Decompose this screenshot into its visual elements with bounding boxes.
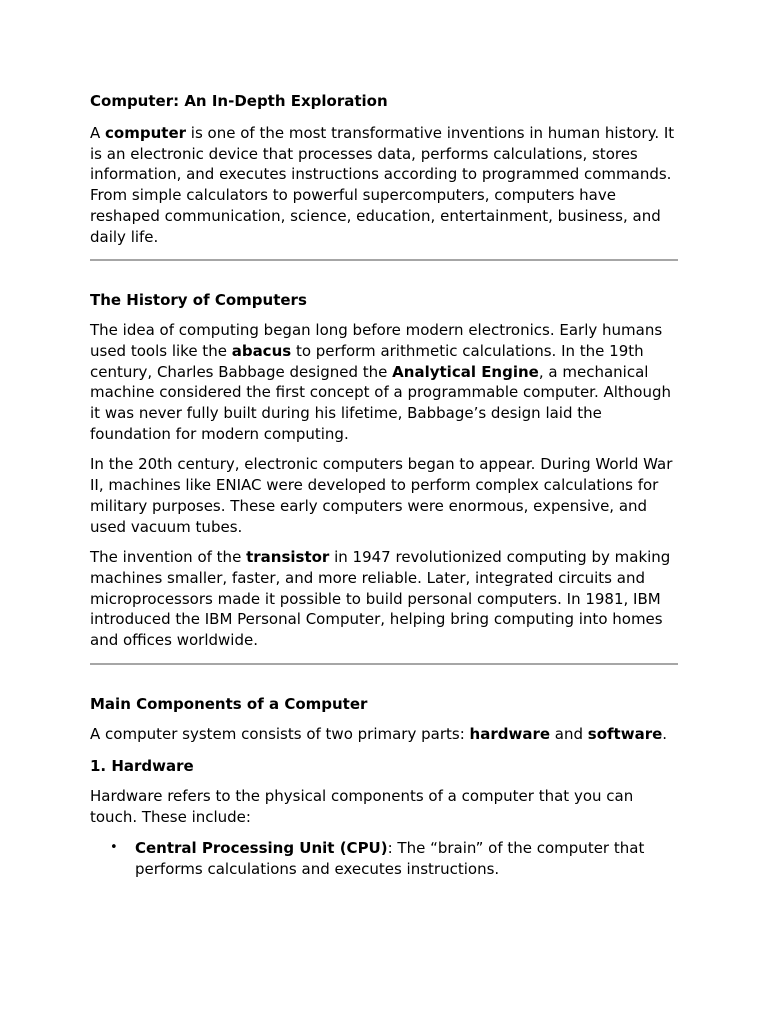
history-p1-text-1: The idea of computing began long before modern electronics. Early humans used tools like the <box>90 321 663 360</box>
history-p3-text-2: in 1947 revolutionized computing by making machines smaller, faster, and more reliable. Later, integrated circuits and microprocessors made it possible to build personal computers. In 1981, IBM introduced the IBM Personal Computer, helping bring computing into homes and offices worldwide. <box>90 548 671 650</box>
intro-text-2: is one of the most transformative inventions in human history. It is an electronic device that processes data, performs calculations, stores information, and executes instructions according to programmed commands. From simple calculators to powerful supercomputers, computers have reshaped communication, science, education, entertainment, business, and daily life. <box>90 124 675 246</box>
list-item <box>90 838 678 879</box>
hardware-heading: 1. Hardware <box>90 757 194 776</box>
history-bold-analytical-engine: Analytical Engine <box>392 362 539 381</box>
intro-paragraph <box>90 123 678 247</box>
document-title: Computer: An In-Depth Exploration <box>90 92 388 110</box>
history-paragraph-1 <box>90 320 678 444</box>
history-p1-text-3: , a mechanical machine considered the first concept of a programmable computer. Although it was never fully built during his lifetime, Babbage’s design laid the foundation for modern computing. <box>90 362 672 443</box>
components-intro <box>90 724 678 745</box>
intro-text-1: A <box>90 124 106 142</box>
history-bold-abacus: abacus <box>231 341 292 360</box>
list-item-term: Central Processing Unit (CPU) <box>135 838 388 857</box>
history-bold-transistor: transistor <box>246 548 330 567</box>
components-intro-text-3: . <box>662 724 668 743</box>
components-heading: Main Components of a Computer <box>90 694 368 713</box>
components-bold-software: software <box>587 724 663 743</box>
components-intro-text-1: A computer system consists of two primary parts: <box>90 724 470 743</box>
history-paragraph-3 <box>90 547 678 651</box>
intro-bold-computer: computer <box>105 124 187 142</box>
bullet-marker: • <box>110 839 118 855</box>
section-divider <box>90 259 678 261</box>
hardware-list <box>90 838 678 879</box>
hardware-intro: Hardware refers to the physical components of a computer that you can touch. These include: <box>90 787 634 827</box>
history-p1-text-2: to perform arithmetic calculations. In the 19th century, Charles Babbage designed the <box>90 341 644 381</box>
components-bold-hardware: hardware <box>469 724 551 743</box>
history-heading: The History of Computers <box>90 291 307 310</box>
components-intro-text-2: and <box>550 724 588 743</box>
section-divider <box>90 663 678 665</box>
history-paragraph-2: In the 20th century, electronic computers began to appear. During World War II, machines like ENIAC were developed to perform complex calculations for military purposes. These early computers were enormous, expensive, and used vacuum tubes. <box>90 455 673 536</box>
list-item-description: : The “brain” of the computer that performs calculations and executes instructions. <box>135 838 645 878</box>
history-p3-text-1: The invention of the <box>90 548 247 567</box>
